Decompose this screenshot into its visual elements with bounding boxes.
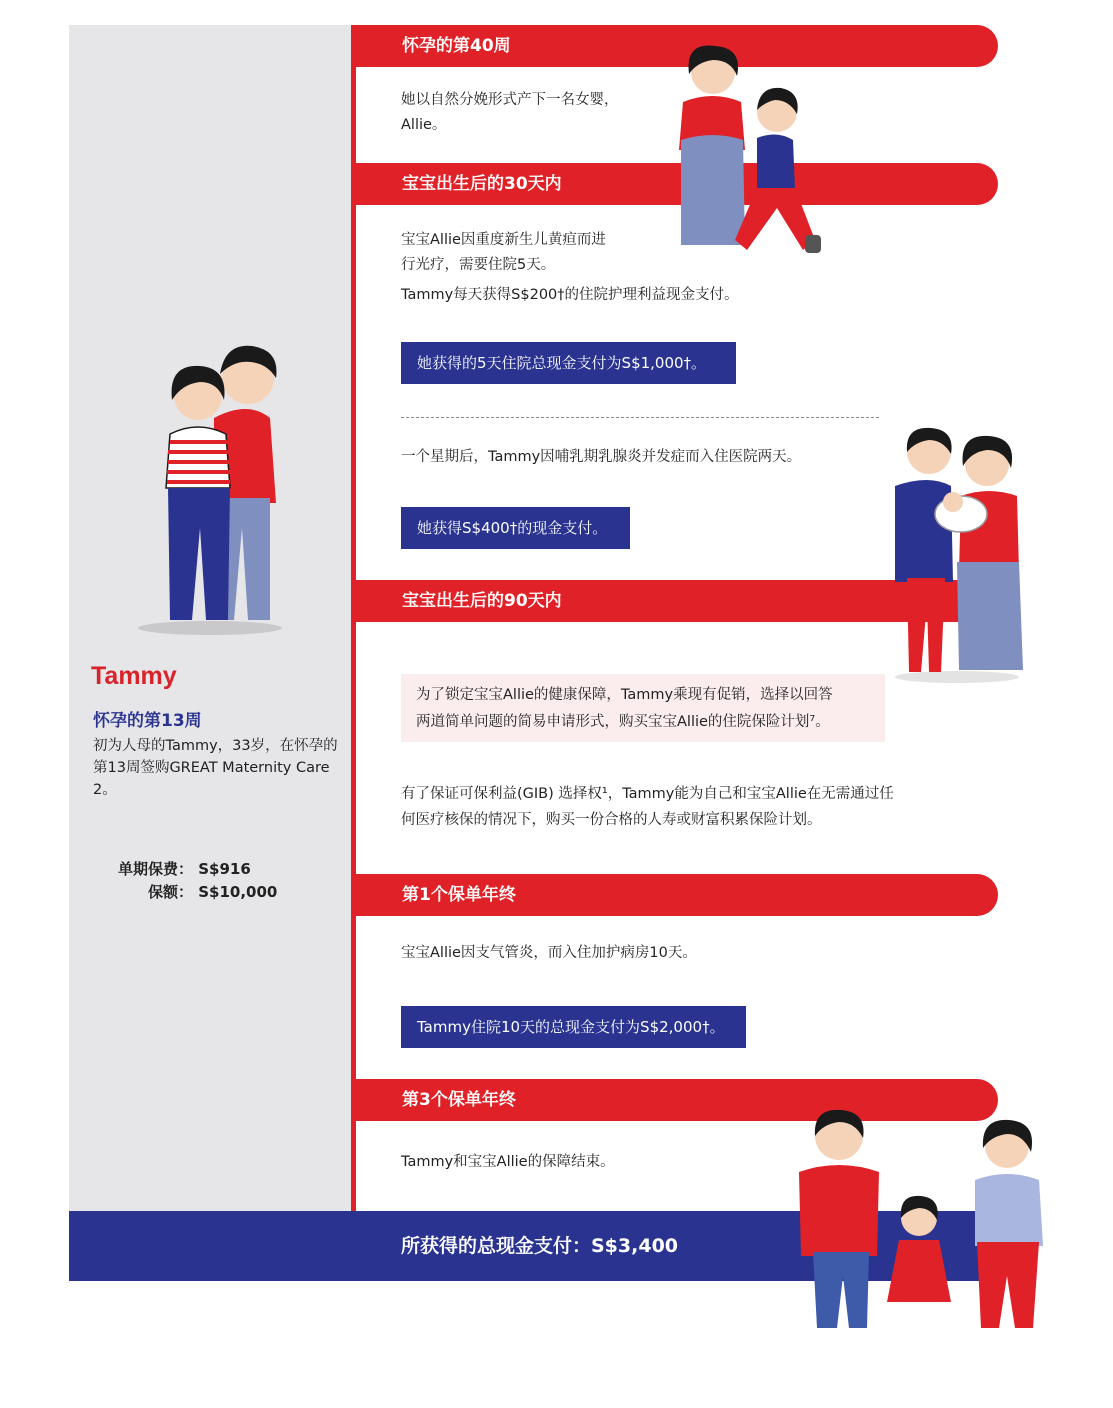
section-text-line: Allie。 xyxy=(401,117,447,133)
total-payout-bar: 所获得的总现金支付：S$3,400 xyxy=(69,1211,981,1281)
sum-assured-row xyxy=(93,881,277,902)
promo-line: 两道简单问题的简易申请形式，购买宝宝Allie的住院保险计划⁷。 xyxy=(416,714,830,730)
promo-line: 为了锁定宝宝Allie的健康保障，Tammy乘现有促销，选择以回答 xyxy=(416,687,833,703)
section-text-line: Tammy和宝宝Allie的保障结束。 xyxy=(401,1154,615,1170)
section-banner-year1: 第1个保单年终 xyxy=(356,874,998,916)
sum-assured-value: S$10,000 xyxy=(198,883,278,901)
section-banner-week40: 怀孕的第40周 xyxy=(356,25,998,67)
section-banner-90days: 宝宝出生后的90天内 xyxy=(356,580,998,622)
premium-row xyxy=(93,858,251,879)
section-text-line: 她以自然分娩形式产下一名女婴， xyxy=(401,92,619,108)
section-text-line: 宝宝Allie因重度新生儿黄疸而进 xyxy=(401,232,606,248)
pregnant-couple-illustration xyxy=(665,40,827,262)
section-banner-year3: 第3个保单年终 xyxy=(356,1079,998,1121)
divider xyxy=(401,417,879,418)
sum-assured-label: 保额： xyxy=(147,883,193,901)
section-text-line: 行光疗，需要住院5天。 xyxy=(401,257,556,273)
family-toddler-illustration xyxy=(795,1106,1051,1338)
profile-name: Tammy xyxy=(91,662,177,690)
payout-box: 她获得的5天住院总现金支付为S$1,000†。 xyxy=(401,342,736,384)
family-newborn-illustration xyxy=(887,422,1027,684)
profile-description: 初为人母的Tammy，33岁，在怀孕的第13周签购GREAT Maternity Care 2。 xyxy=(93,738,338,798)
section-text-line: 一个星期后，Tammy因哺乳期乳腺炎并发症而入住医院两天。 xyxy=(401,449,802,465)
payout-box: Tammy住院10天的总现金支付为S$2,000†。 xyxy=(401,1006,746,1048)
couple-illustration xyxy=(130,338,290,636)
section-text-line: 何医疗核保的情况下，购买一份合格的人寿或财富积累保险计划。 xyxy=(401,812,822,828)
premium-value: S$916 xyxy=(198,860,251,878)
benefit-note: Tammy每天获得S$200†的住院护理利益现金支付。 xyxy=(401,287,739,303)
section-text-line: 宝宝Allie因支气管炎，而入住加护病房10天。 xyxy=(401,945,697,961)
premium-label: 单期保费： xyxy=(117,860,193,878)
promo-box xyxy=(401,674,885,742)
profile-week: 怀孕的第13周 xyxy=(93,711,202,731)
section-banner-30days: 宝宝出生后的30天内 xyxy=(356,163,998,205)
payout-box: 她获得S$400†的现金支付。 xyxy=(401,507,630,549)
section-text-line: 有了保证可保利益(GIB) 选择权¹，Tammy能为自己和宝宝Allie在无需通过任 xyxy=(401,786,894,802)
